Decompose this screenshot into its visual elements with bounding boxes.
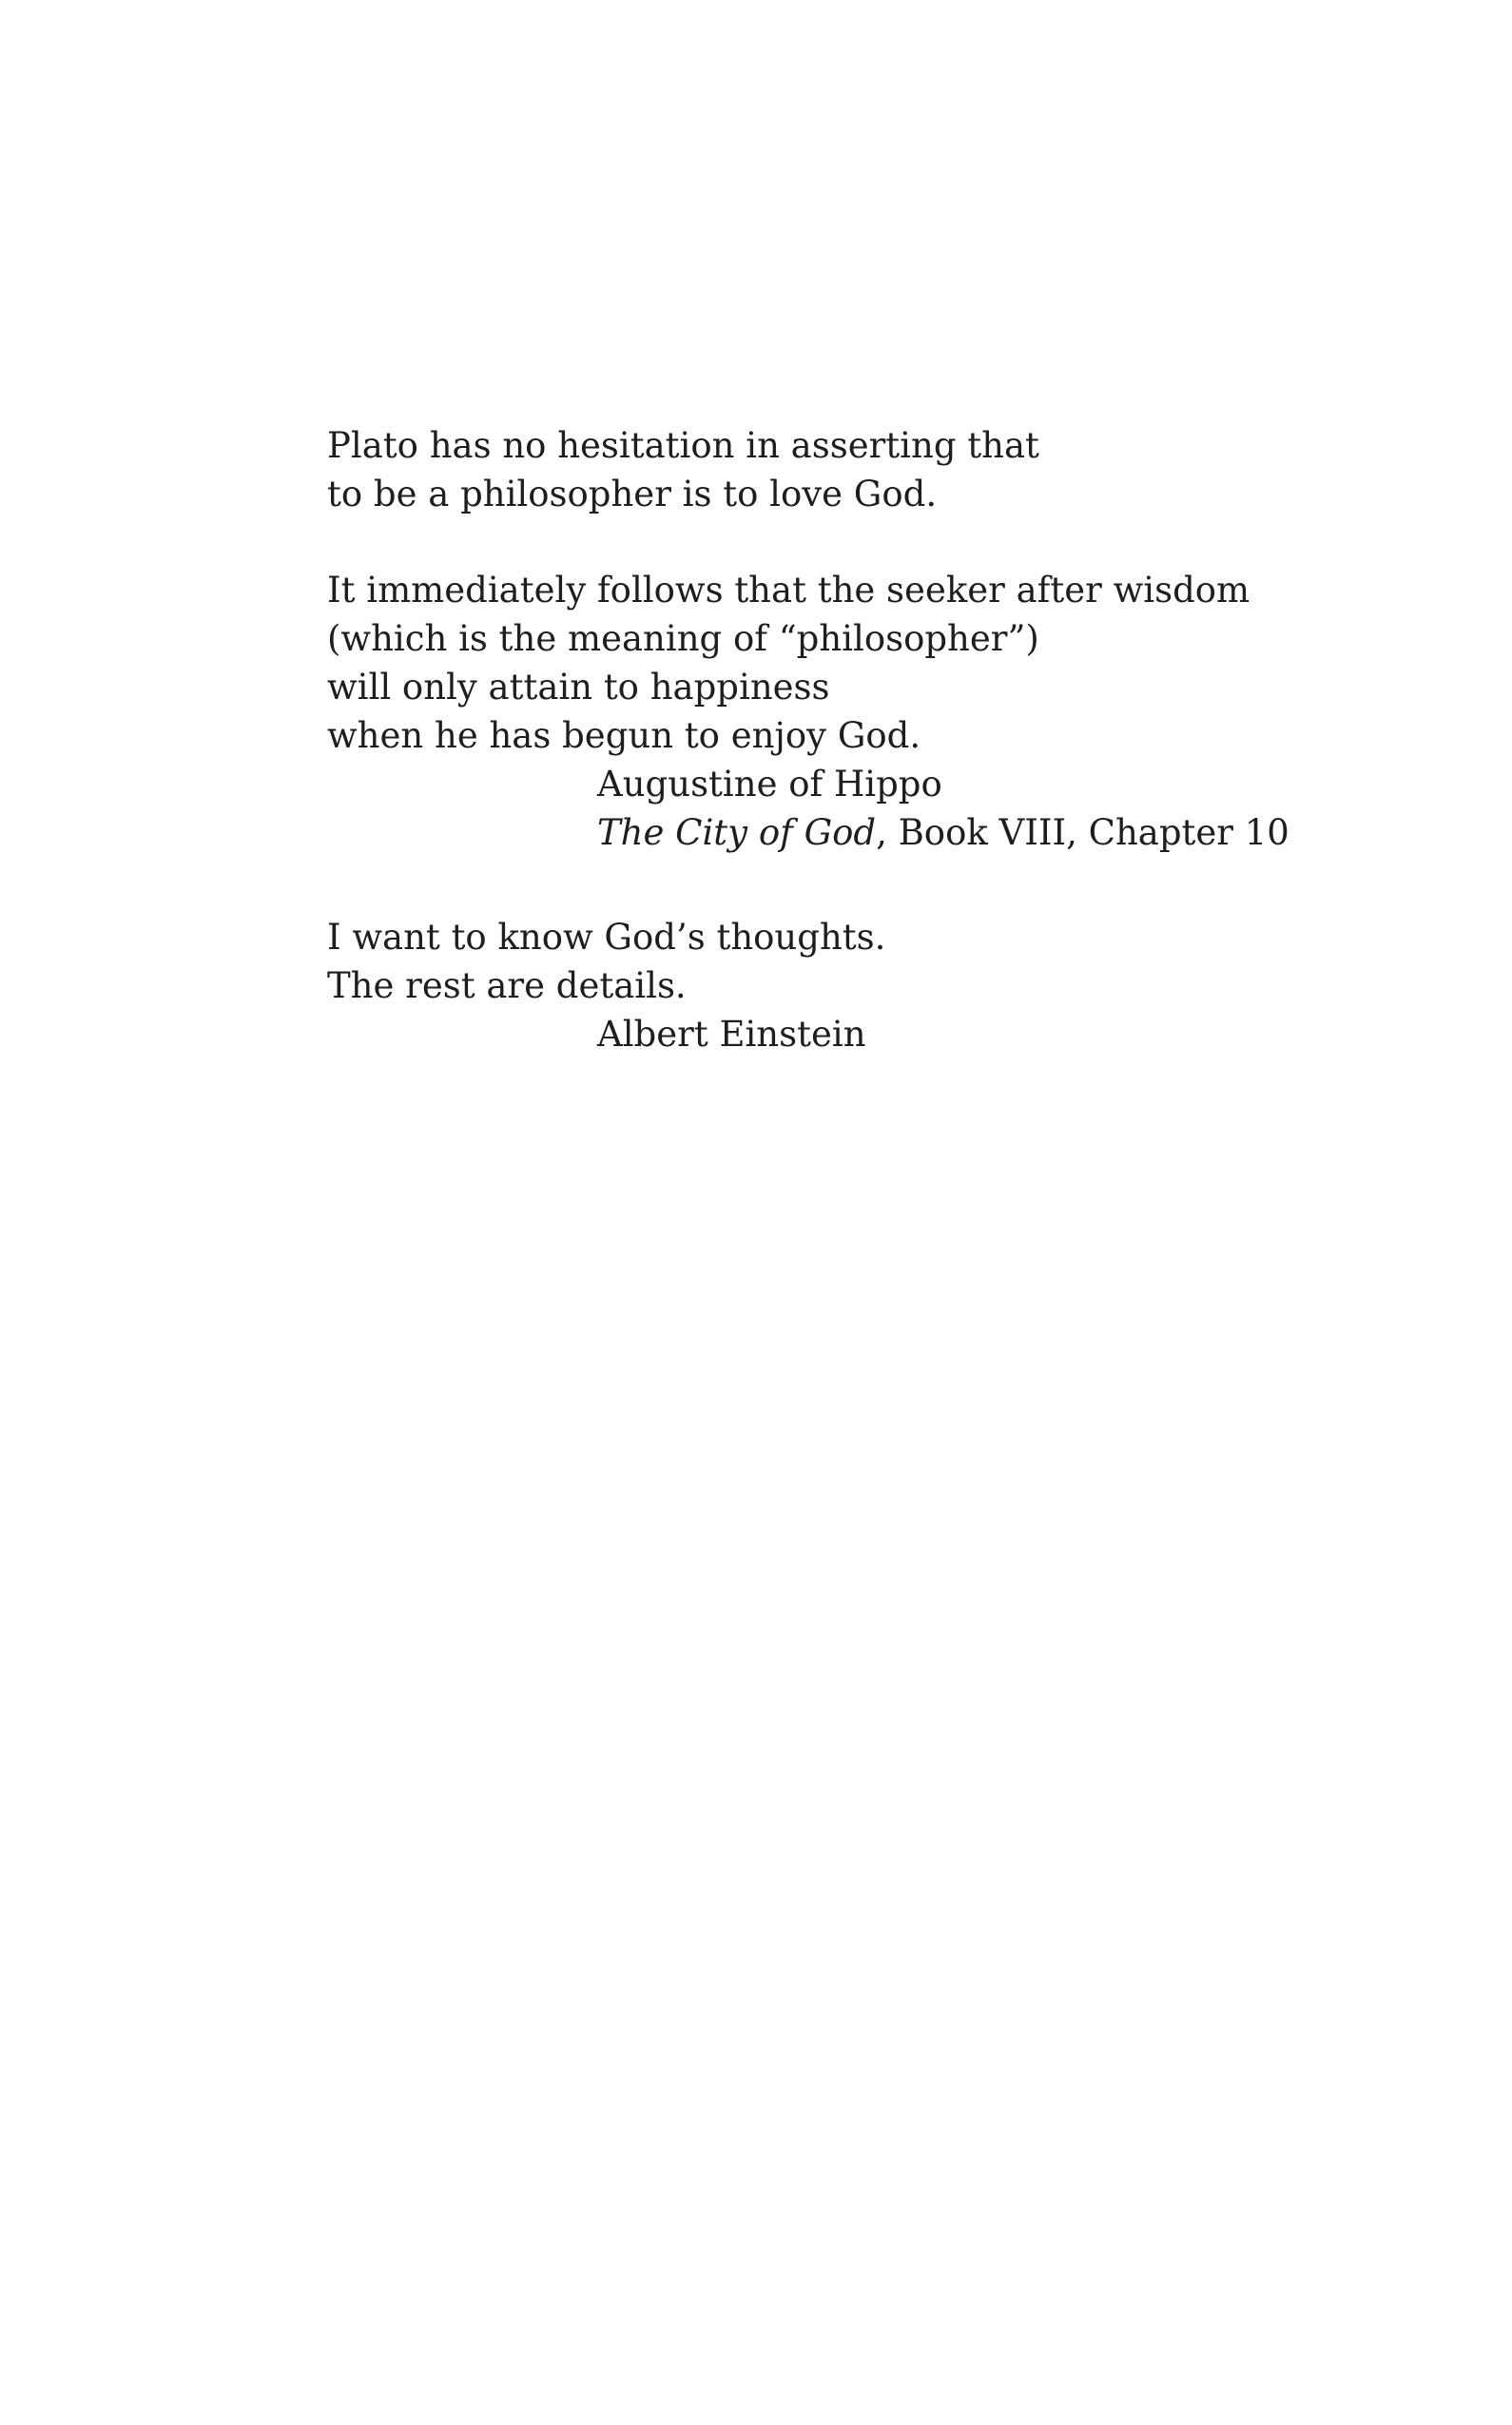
epigraph-einstein — [327, 913, 1278, 1058]
quote-line: when he has begun to enjoy God. — [327, 715, 921, 756]
quote-line: I want to know God’s thoughts. — [327, 917, 886, 958]
epigraph-plato — [327, 421, 1278, 518]
quote-line: Plato has no hesitation in asserting that — [327, 425, 1039, 466]
source-title: The City of God — [597, 812, 877, 853]
epigraph-augustine — [327, 566, 1289, 857]
attribution-author: Augustine of Hippo — [597, 764, 942, 805]
quote-line: will only attain to happiness — [327, 667, 830, 708]
quote-line: to be a philosopher is to love God. — [327, 474, 938, 514]
quote-line: The rest are details. — [327, 965, 687, 1006]
attribution-author: Albert Einstein — [597, 1014, 866, 1055]
quote-line: It immediately follows that the seeker after wisdom — [327, 570, 1250, 611]
quote-line: (which is the meaning of “philosopher”) — [327, 618, 1039, 659]
source-detail: , Book VIII, Chapter 10 — [876, 812, 1289, 853]
attribution-source — [327, 808, 1289, 857]
